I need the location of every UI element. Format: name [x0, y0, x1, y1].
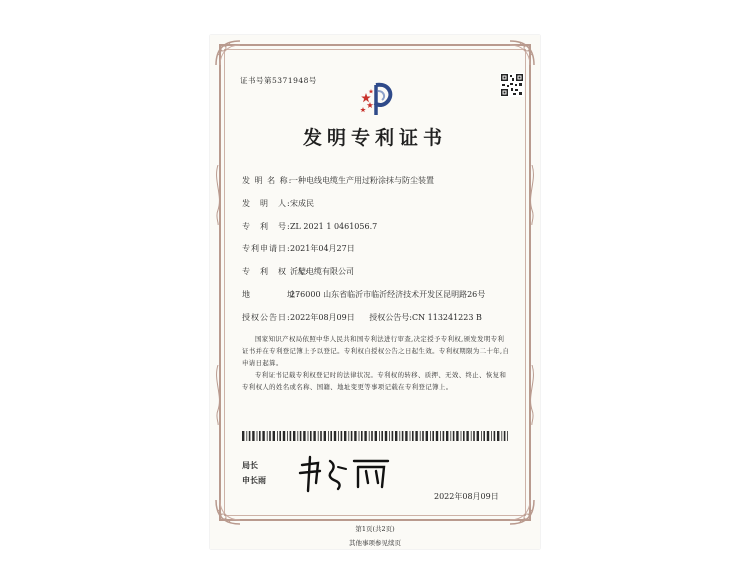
- corner-ornament: [214, 39, 242, 67]
- field-address: [242, 289, 485, 300]
- legal-paragraph-1: 国家知识产权局依照中华人民共和国专利法进行审查,决定授予专利权,颁发发明专利证书并在专利登记簿上予以登记。专利权自授权公告之日起生效。专利权期限为二十年,自申请日起算。: [242, 335, 510, 367]
- certificate-title: 发明专利证书: [302, 127, 447, 149]
- grant-number-label: 授权公告号:: [369, 313, 412, 322]
- barcode-icon: [242, 431, 508, 441]
- field-value: 一种电线电缆生产用过粉涂抹与防尘装置: [290, 176, 434, 185]
- director-name: 申长雨: [242, 476, 266, 485]
- field-value: 沂蒙电缆有限公司: [290, 267, 354, 276]
- grant-date: 2022年08月09日: [290, 313, 355, 322]
- field-value: ZL 2021 1 0461056.7: [290, 222, 378, 231]
- inner-border: [224, 49, 526, 516]
- field-label: 专 利 号:: [242, 222, 291, 231]
- certificate-page: [210, 35, 540, 549]
- side-ornament: [213, 165, 223, 225]
- legal-paragraph-2: 专利证书记载专利权登记时的法律状况。专利权的转移、质押、无效、终止、恢复和专利权人的姓名或名称、国籍、地址变更等事项记载在专利登记簿上。: [242, 371, 507, 391]
- certificate-number: 证书号第5371948号: [240, 76, 317, 85]
- field-patent-number: [242, 221, 377, 232]
- field-application-date: [242, 243, 355, 254]
- side-ornament: [213, 365, 223, 425]
- field-patentee: [242, 266, 354, 277]
- side-ornament: [527, 165, 537, 225]
- field-invention-name: [242, 175, 434, 186]
- director-title: 局长: [242, 461, 258, 470]
- corner-ornament: [508, 39, 536, 67]
- qr-code-icon[interactable]: [500, 73, 524, 97]
- field-value: 2021年04月27日: [290, 244, 355, 253]
- grant-number: CN 113241223 B: [411, 313, 482, 322]
- field-inventor: [242, 198, 314, 209]
- field-label: 专利申请日:: [242, 244, 291, 253]
- page-number: 第1页(共2页): [355, 525, 395, 533]
- corner-ornament: [214, 498, 242, 526]
- field-label: 发 明 名 称:: [242, 176, 293, 185]
- signature-image: [296, 453, 396, 493]
- field-label: 授权公告日:: [242, 313, 291, 322]
- cnipa-logo-icon: [358, 79, 398, 119]
- field-label: 发 明 人:: [242, 199, 291, 208]
- field-value: 276000 山东省临沂市临沂经济技术开发区昆明路26号: [290, 290, 486, 299]
- continuation-note: 其他事项参见续页: [349, 539, 401, 547]
- field-label: 地 址:: [242, 290, 300, 299]
- signature-date: 2022年08月09日: [434, 492, 499, 501]
- field-grant-info: [242, 312, 482, 323]
- corner-ornament: [508, 498, 536, 526]
- side-ornament: [527, 365, 537, 425]
- field-value: 宋成民: [290, 199, 314, 208]
- field-label: 专 利 权 人:: [242, 267, 309, 276]
